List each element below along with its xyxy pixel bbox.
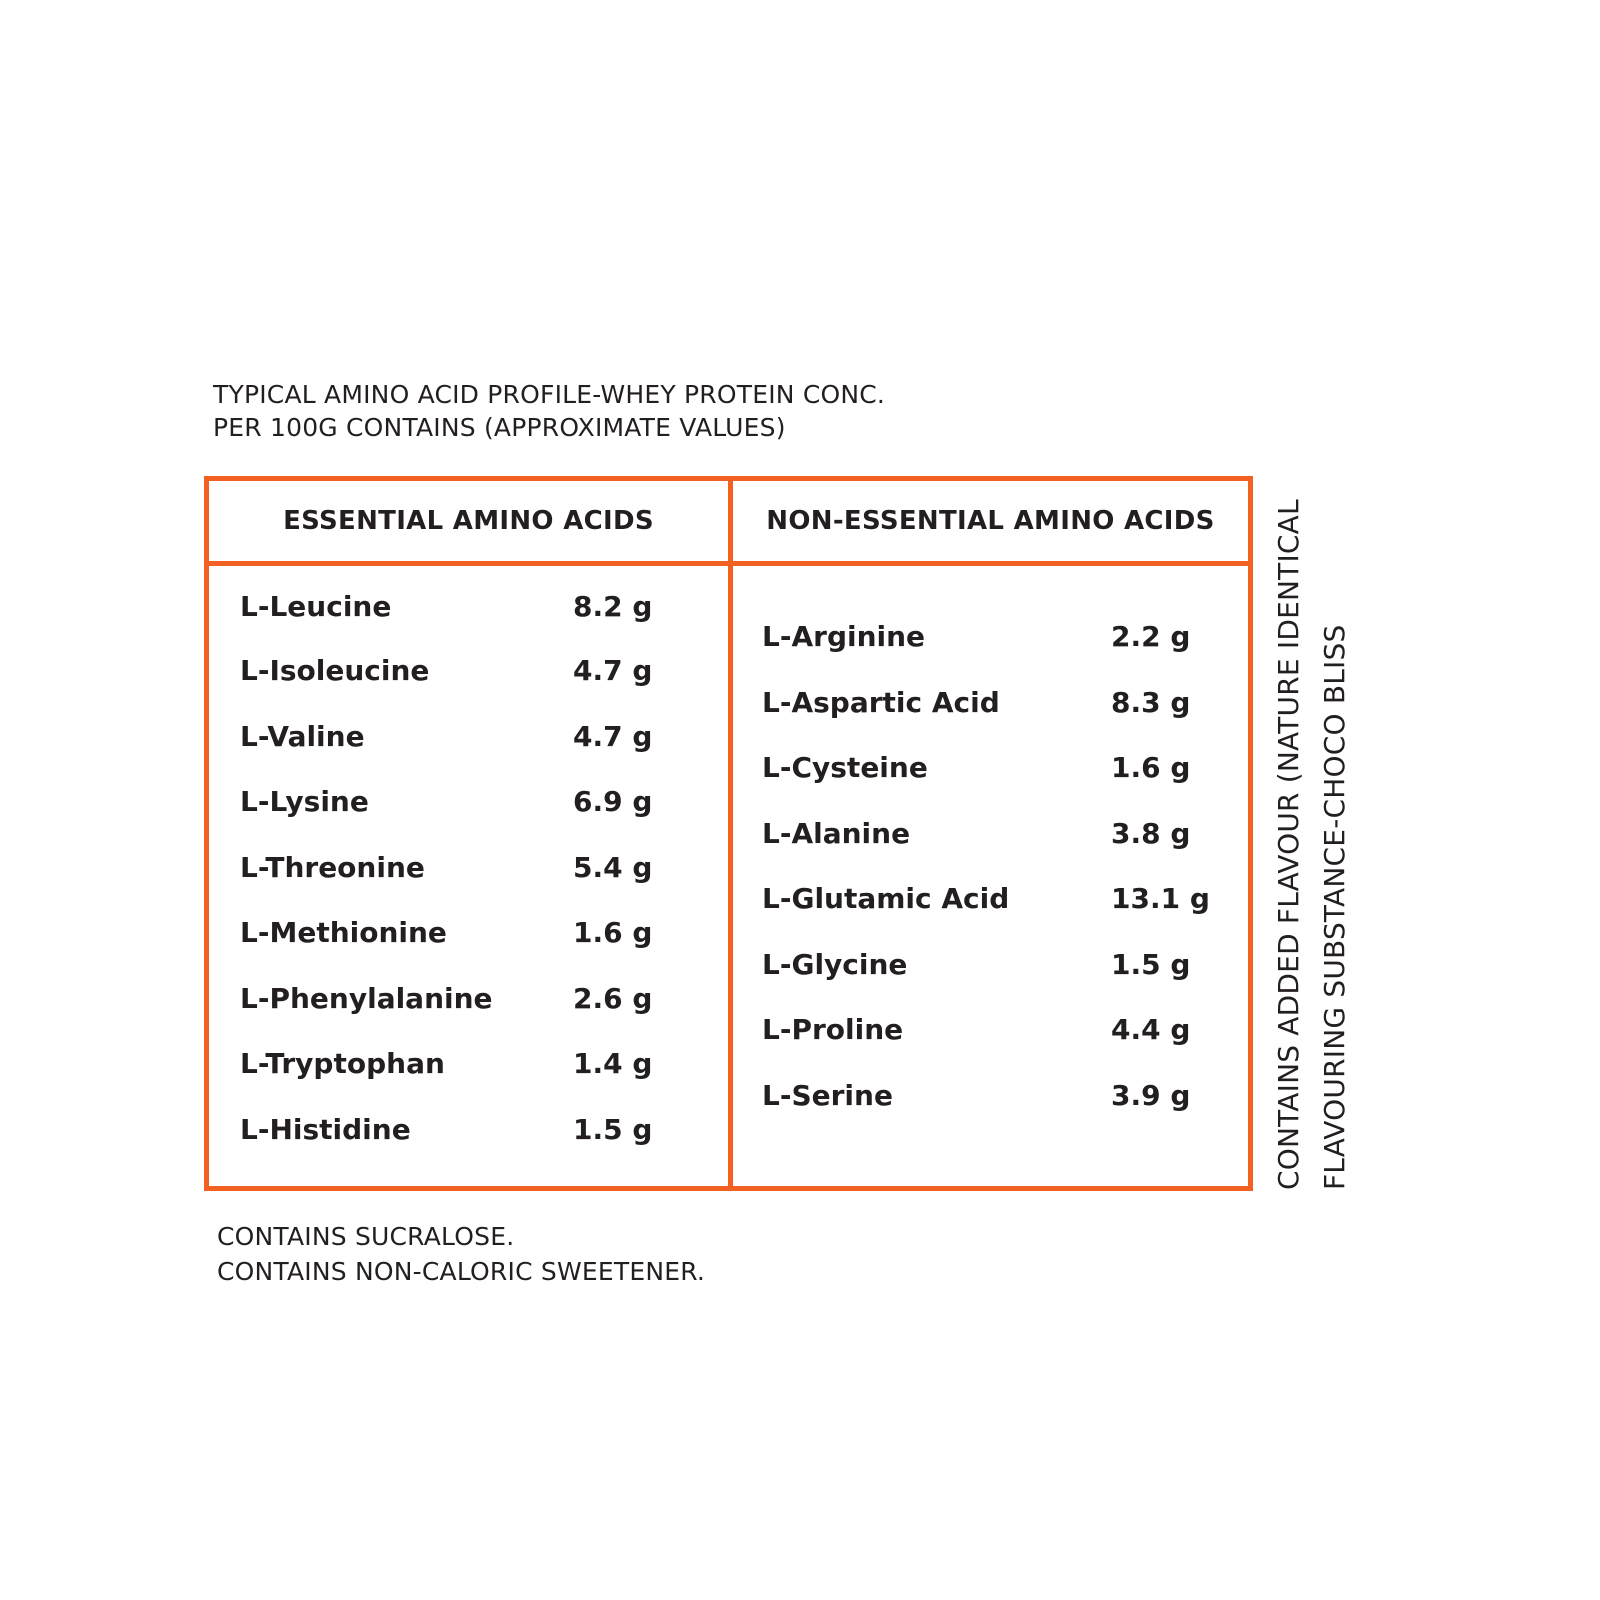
- amino-acid-value: 5.4 g: [573, 851, 653, 884]
- amino-acid-name: L-Serine: [762, 1079, 893, 1112]
- footer-line-1: CONTAINS SUCRALOSE.: [217, 1222, 515, 1251]
- amino-acid-name: L-Isoleucine: [240, 654, 430, 687]
- amino-acid-name: L-Lysine: [240, 785, 369, 818]
- amino-acid-name: L-Tryptophan: [240, 1047, 445, 1080]
- flavour-line-2: FLAVOURING SUBSTANCE-CHOCO BLISS: [1318, 624, 1351, 1190]
- amino-acid-value: 6.9 g: [573, 785, 653, 818]
- amino-acid-value: 8.3 g: [1111, 686, 1191, 719]
- amino-acid-value: 1.6 g: [1111, 751, 1191, 784]
- amino-acid-value: 1.6 g: [573, 916, 653, 949]
- amino-acid-name: L-Phenylalanine: [240, 982, 493, 1015]
- amino-acid-value: 3.8 g: [1111, 817, 1191, 850]
- amino-acid-name: L-Cysteine: [762, 751, 928, 784]
- flavour-notice: [1266, 499, 1358, 1190]
- amino-acid-value: 4.4 g: [1111, 1013, 1191, 1046]
- amino-acid-name: L-Glutamic Acid: [762, 882, 1010, 915]
- amino-acid-name: L-Glycine: [762, 948, 908, 981]
- amino-acid-value: 1.5 g: [1111, 948, 1191, 981]
- amino-acid-name: L-Histidine: [240, 1113, 411, 1146]
- amino-acid-value: 1.4 g: [573, 1047, 653, 1080]
- amino-acid-value: 8.2 g: [573, 590, 653, 623]
- profile-heading: [213, 378, 885, 444]
- sweetener-notice: [217, 1219, 705, 1289]
- amino-acid-value: 2.2 g: [1111, 620, 1191, 653]
- amino-acid-name: L-Proline: [762, 1013, 904, 1046]
- column-divider: [728, 481, 733, 1186]
- amino-acid-value: 3.9 g: [1111, 1079, 1191, 1112]
- amino-acid-value: 4.7 g: [573, 654, 653, 687]
- essential-column-header: ESSENTIAL AMINO ACIDS: [283, 506, 654, 536]
- amino-acid-table: [204, 476, 1253, 1191]
- amino-acid-name: L-Methionine: [240, 916, 447, 949]
- amino-acid-value: 13.1 g: [1111, 882, 1210, 915]
- amino-acid-name: L-Aspartic Acid: [762, 686, 1000, 719]
- amino-acid-value: 4.7 g: [573, 720, 653, 753]
- amino-acid-name: L-Leucine: [240, 590, 392, 623]
- heading-line-1: TYPICAL AMINO ACID PROFILE-WHEY PROTEIN CONC.: [213, 380, 886, 409]
- amino-acid-name: L-Alanine: [762, 817, 911, 850]
- non-essential-column-header: NON-ESSENTIAL AMINO ACIDS: [766, 506, 1215, 536]
- flavour-line-1: CONTAINS ADDED FLAVOUR (NATURE IDENTICAL: [1272, 499, 1305, 1190]
- amino-acid-name: L-Arginine: [762, 620, 926, 653]
- heading-line-2: PER 100G CONTAINS (APPROXIMATE VALUES): [213, 413, 786, 442]
- amino-acid-name: L-Threonine: [240, 851, 425, 884]
- amino-acid-name: L-Valine: [240, 720, 365, 753]
- amino-acid-value: 1.5 g: [573, 1113, 653, 1146]
- amino-acid-value: 2.6 g: [573, 982, 653, 1015]
- header-divider: [209, 561, 1248, 566]
- footer-line-2: CONTAINS NON-CALORIC SWEETENER.: [217, 1257, 706, 1286]
